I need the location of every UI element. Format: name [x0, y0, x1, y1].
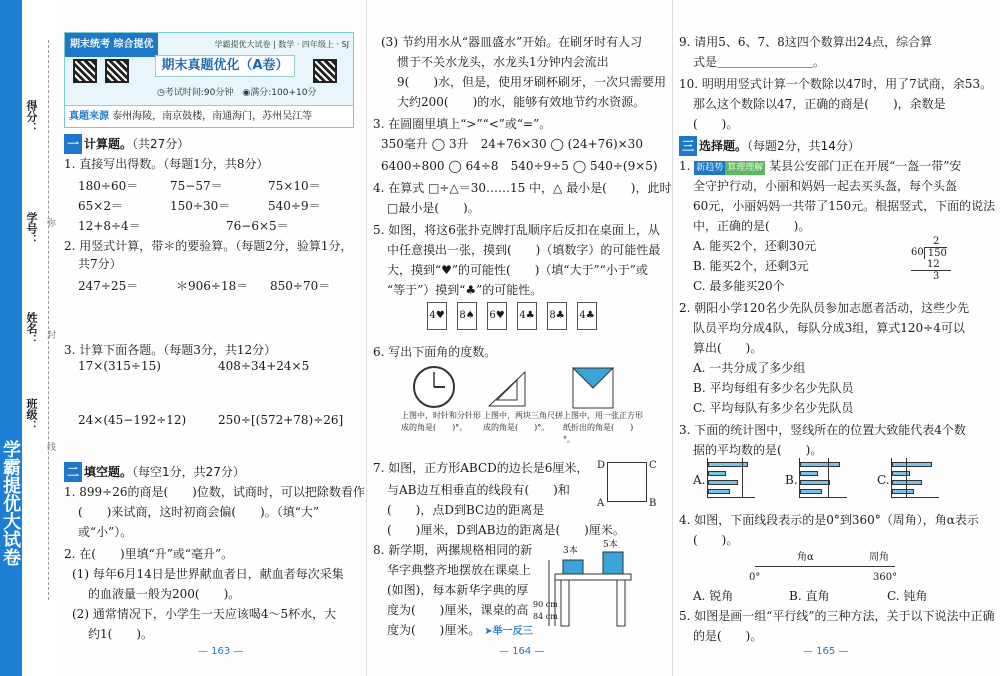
binding-spine: [0, 0, 56, 676]
circle-blank[interactable]: ◯: [550, 137, 564, 151]
fill-8-cont: (如图)，每本新华字典的厚: [387, 583, 529, 597]
height-label: 90 cm: [533, 600, 558, 609]
source-label: 真题来源: [69, 111, 109, 122]
playing-card: 8♠: [457, 302, 477, 330]
chart-option-label[interactable]: B.: [785, 473, 798, 487]
source-text: 泰州海陵，南京鼓楼，南通海门，苏州吴江等: [112, 111, 313, 122]
option-b[interactable]: B. 直角: [789, 589, 830, 603]
playing-card: 4♣: [577, 302, 597, 330]
exam-header: [64, 32, 354, 128]
fill-2-3-cont: 9( )水，但是，使用牙刷杯刷牙，一次只需要用: [397, 75, 666, 89]
section-3-heading: [679, 136, 860, 156]
desk-figure: [545, 540, 645, 630]
book-count: 5本: [603, 540, 618, 550]
section-title: 计算题。: [84, 137, 133, 151]
fill-2-1: (1) 每年6月14日是世界献血者日，献血者每次采集: [72, 567, 344, 581]
figure-caption: 上图中，用一张正方形纸折出的角是( )°。: [563, 411, 643, 444]
vertex-label: B: [649, 498, 657, 509]
option-b[interactable]: B. 平均每组有多少名少先队员: [693, 381, 854, 395]
zero-degree-label: 0°: [749, 572, 761, 583]
vertical-calc: 247÷25＝: [78, 279, 139, 293]
fill-2-3-cont: 大约200( )的水，能够有效地节约水资源。: [397, 95, 646, 109]
choice-1-text: 某县公安部门正在开展“一盔一带”安: [769, 159, 962, 173]
reasoning-badge: 算理理解: [727, 163, 764, 173]
option-b[interactable]: B. 能买2个，还剩3元: [693, 259, 809, 273]
playing-card: 4♣: [517, 302, 537, 330]
question-2-cont: 共7分）: [78, 257, 122, 271]
fill-4-cont: □最小是( )。: [387, 201, 480, 215]
figure-caption: 上图中，两块三角尺拼成的角是( )°。: [483, 411, 563, 432]
cut-line: [48, 40, 49, 600]
calc-item: 76−6×5＝: [226, 219, 289, 233]
choice-1-cont: 60元，小丽妈妈一共带了150元。根据竖式，下面的说法: [693, 199, 996, 213]
compare-right: 540÷(9×5): [589, 159, 658, 173]
triangle-ruler-figure: [485, 366, 531, 410]
compare-left: 350毫升: [381, 137, 428, 151]
fill-5-cont: “等于”）摸到“♣”的可能性。: [387, 283, 543, 297]
qr-code-icon[interactable]: [313, 59, 337, 83]
fill-9: 9. 请用5、6、7、8这四个数算出24点，综合算: [679, 35, 933, 49]
vertical-calc: 850÷70＝: [270, 279, 331, 293]
question-1: 1. 直接写出得数。（每题1分，共8分）: [64, 157, 269, 171]
fill-4: 4. 在算式 □÷△＝30……15 中，△ 最小是( )，此时: [373, 181, 672, 195]
circle-blank[interactable]: ◯: [572, 159, 587, 173]
section-title: 选择题。: [699, 139, 748, 153]
fill-6: 6. 写出下面角的度数。: [373, 345, 497, 359]
fill-1: 1. 899÷26的商是( )位数，试商时，可以把除数看作: [64, 485, 365, 499]
height-label: 84 cm: [533, 612, 558, 621]
fill-7-cont: ( )，点D到BC边的距离是: [387, 503, 545, 517]
figure-caption: 上图中，时针和分针形成的角是( )°。: [401, 411, 481, 432]
fill-5-cont: 大，摸到“♥”的可能性( )（填“大于”“小于”或: [387, 263, 648, 277]
question-2: 2. 用竖式计算，带＊的要验算。（每题2分，验算1分，: [64, 239, 353, 253]
page-number: — 163 —: [198, 646, 244, 657]
long-division-figure: [911, 236, 961, 282]
exam-meta: [157, 83, 316, 103]
fill-2-3-cont: 惯于不关水龙头，水龙头1分钟内会流出: [397, 55, 609, 69]
calc-item: 150÷30＝: [170, 199, 231, 213]
fill-8-cont: [387, 620, 533, 642]
fill-1-cont: ( )来试商，这时初商会偏( )。（填“大”: [78, 505, 319, 519]
fill-7: 7. 如图，正方形ABCD的边长是6厘米，: [373, 461, 589, 475]
choice-1-cont: 中，正确的是( )。: [693, 219, 811, 233]
fill-7-cont: ( )厘米，D到AB边的距离是( )厘米。: [387, 523, 625, 537]
division-quotient: 2: [933, 236, 940, 247]
calc-item: 540÷9＝: [268, 199, 321, 213]
option-c[interactable]: C. 钝角: [887, 589, 928, 603]
bar-chart-a: [707, 458, 755, 498]
fill-2-2-cont: 约1( )。: [88, 627, 153, 641]
vertex-label: A: [597, 498, 605, 509]
choice-4-cont: ( )。: [693, 533, 739, 547]
fill-2-1-cont: 的血液量一般为200( )。: [88, 587, 241, 601]
section-number: 三: [679, 136, 697, 156]
option-a[interactable]: A. 一共分成了多少组: [693, 361, 806, 375]
exam-time: 考试时间:90分钟: [164, 88, 234, 98]
compare-left: 540÷9÷5: [510, 159, 569, 173]
class-field: 班级：: [25, 398, 38, 431]
cut-mark-3: 线: [45, 442, 55, 451]
bar-chart-c: [891, 458, 939, 498]
expression: 17×(315÷15): [78, 359, 161, 373]
fill-8: 8. 新学期，两摞规格相同的新: [373, 543, 533, 557]
full-degree-label: 360°: [873, 572, 898, 583]
choice-1: 1. 新趋势 算理理解 某县公安部门正在开展“一盔一带”安: [679, 159, 962, 173]
page-165: [672, 0, 996, 676]
compare-right: 64÷8: [465, 159, 499, 173]
cut-mark-2: 封: [45, 330, 55, 339]
bar-chart-b: [799, 458, 847, 498]
division-dividend: 150: [924, 247, 947, 259]
compare-left: 6400÷800: [381, 159, 445, 173]
calc-item: 65×2＝: [78, 199, 123, 213]
fill-5-cont: 中任意摸出一张，摸到( )（填数字）的可能性最: [387, 243, 661, 257]
question-3: 3. 计算下面各题。（每题3分，共12分）: [64, 343, 277, 357]
playing-card: 4♥: [427, 302, 447, 330]
compare-row: [381, 134, 643, 154]
section-number: 二: [64, 462, 82, 482]
option-a[interactable]: A. 能买2个，还剩30元: [693, 239, 817, 253]
calc-item: 12+8÷4＝: [78, 219, 141, 233]
choice-1-cont: 全守护行动，小丽和妈妈一起去买头盔，每个头盔: [693, 179, 958, 193]
page-number: — 164 —: [499, 646, 545, 657]
section-score: （每题2分，共14分）: [747, 139, 860, 153]
series-label: 学霸提优大试卷 | 数学 · 四年级上 · SJ: [214, 40, 349, 49]
fill-10-cont: ( )。: [693, 117, 739, 131]
more-practice-link[interactable]: ➤举一反三: [484, 626, 533, 637]
calc-item: 75×10＝: [268, 179, 321, 193]
choice-3-cont: 据的平均数的是( )。: [693, 443, 823, 457]
brand-bar: [0, 0, 22, 676]
option-c[interactable]: C. 最多能买20个: [693, 279, 785, 293]
page-number: — 165 —: [803, 646, 849, 657]
choice-5: 5. 如图是画一组“平行线”的三种方法，关于以下说法中正确: [679, 609, 995, 623]
calc-item: 75−57＝: [170, 179, 223, 193]
expression: 24×(45−192÷12): [78, 413, 187, 427]
full-angle-label: 周角: [869, 552, 889, 563]
fill-10-cont: 那么这个数除以47，正确的商是( )，余数是: [693, 97, 946, 111]
clock-icon: ◷: [157, 88, 165, 98]
fill-2-2: (2) 通常情况下，小学生一天应该喝4～5杯水，大: [72, 607, 337, 621]
option-a[interactable]: A. 锐角: [693, 589, 734, 603]
expression: 250÷[(572+78)÷26]: [218, 413, 344, 427]
vertical-calc: ＊906÷18＝: [176, 279, 249, 293]
exam-tag: 期末统考 综合提优: [65, 33, 158, 57]
fill-8-cont: 度为( )厘米，课桌的高: [387, 603, 529, 617]
division-divisor: 60: [911, 247, 924, 258]
clock-figure: [411, 364, 457, 410]
choice-4: 4. 如图，下面线段表示的是0°到360°（周角），角α表示: [679, 513, 979, 527]
fill-10: 10. 明明用竖式计算一个数除以47时，用了7试商，余53。: [679, 77, 993, 91]
fill-9-cont: 式是＿＿＿＿＿＿＿＿。: [693, 55, 826, 69]
division-product: 12: [911, 259, 951, 271]
circle-blank[interactable]: ◯: [431, 137, 446, 151]
section-2-heading: [64, 462, 245, 482]
student-name-field: 姓名：: [25, 312, 38, 345]
brand-logo: 学霸提优大试卷: [0, 440, 21, 566]
trend-badge: 新趋势: [696, 163, 724, 173]
playing-card: 8♣: [547, 302, 567, 330]
section-1-heading: [64, 134, 189, 154]
playing-card: 6♥: [487, 302, 507, 330]
source-strip: [65, 105, 353, 127]
chart-option-label[interactable]: A.: [693, 473, 706, 487]
square-figure: [607, 462, 647, 502]
page-163: [58, 0, 365, 676]
choice-2-cont: 算出( )。: [693, 341, 763, 355]
expression: 408÷34+24×5: [218, 359, 310, 373]
fill-3: 3. 在圆圈里填上“>”“<”或“=”。: [373, 117, 552, 131]
fill-8-cont: 华字典整齐地摆放在课桌上: [387, 563, 532, 577]
student-number-field: 学号：: [25, 212, 38, 245]
section-score: （每空1分，共27分）: [132, 465, 245, 479]
star-icon: ◉: [242, 88, 251, 98]
choice-5-cont: 的是( )。: [693, 629, 763, 643]
choice-2-cont: 队员平均分成4队，每队分成3组，算式120÷4可以: [693, 321, 965, 335]
compare-right: 3升: [449, 137, 469, 151]
page-164: [366, 0, 672, 676]
option-c[interactable]: C. 平均每队有多少名少先队员: [693, 401, 854, 415]
section-title: 填空题。: [84, 465, 133, 479]
fill-2-3: (3) 节约用水从“器皿盛水”开始。在刷牙时有人习: [381, 35, 643, 49]
chart-option-label[interactable]: C.: [877, 473, 890, 487]
compare-row: [381, 156, 658, 176]
division-remainder: 3: [933, 271, 940, 282]
fill-8-end: 度为( )厘米。: [387, 623, 481, 637]
exam-title: 期末真题优化（A卷）: [155, 55, 295, 77]
angle-alpha-label: 角α: [797, 552, 814, 563]
book-count: 3本: [563, 546, 578, 556]
fill-1-cont: 或“小”）。: [78, 525, 133, 539]
cut-mark-1: 弥: [45, 218, 55, 227]
qr-code-icon[interactable]: [73, 59, 97, 83]
choice-3: 3. 下面的统计图中，竖线所在的位置大致能代表4个数: [679, 423, 966, 437]
vertex-label: D: [597, 460, 606, 471]
exam-full-score: 满分:100+10分: [250, 88, 317, 98]
circle-blank[interactable]: ◯: [448, 159, 462, 173]
qr-code-icon[interactable]: [105, 59, 129, 83]
fill-7-cont: 与AB边互相垂直的线段有( )和: [387, 483, 570, 497]
compare-right: (24+76)×30: [567, 137, 643, 151]
compare-left: 24+76×30: [480, 137, 547, 151]
fill-2: 2. 在( )里填“升”或“毫升”。: [64, 547, 234, 561]
vertex-label: C: [649, 460, 657, 471]
calc-item: 180÷60＝: [78, 179, 139, 193]
choice-2: 2. 朝阳小学120名少先队员参加志愿者活动，这些少先: [679, 301, 970, 315]
fill-5: 5. 如图，将这6张扑克牌打乱顺序后反扣在桌面上，从: [373, 223, 660, 237]
folded-paper-figure: [571, 366, 615, 410]
score-field: 得分：: [25, 100, 38, 133]
section-number: 一: [64, 134, 82, 154]
section-score: （共27分）: [132, 137, 190, 151]
